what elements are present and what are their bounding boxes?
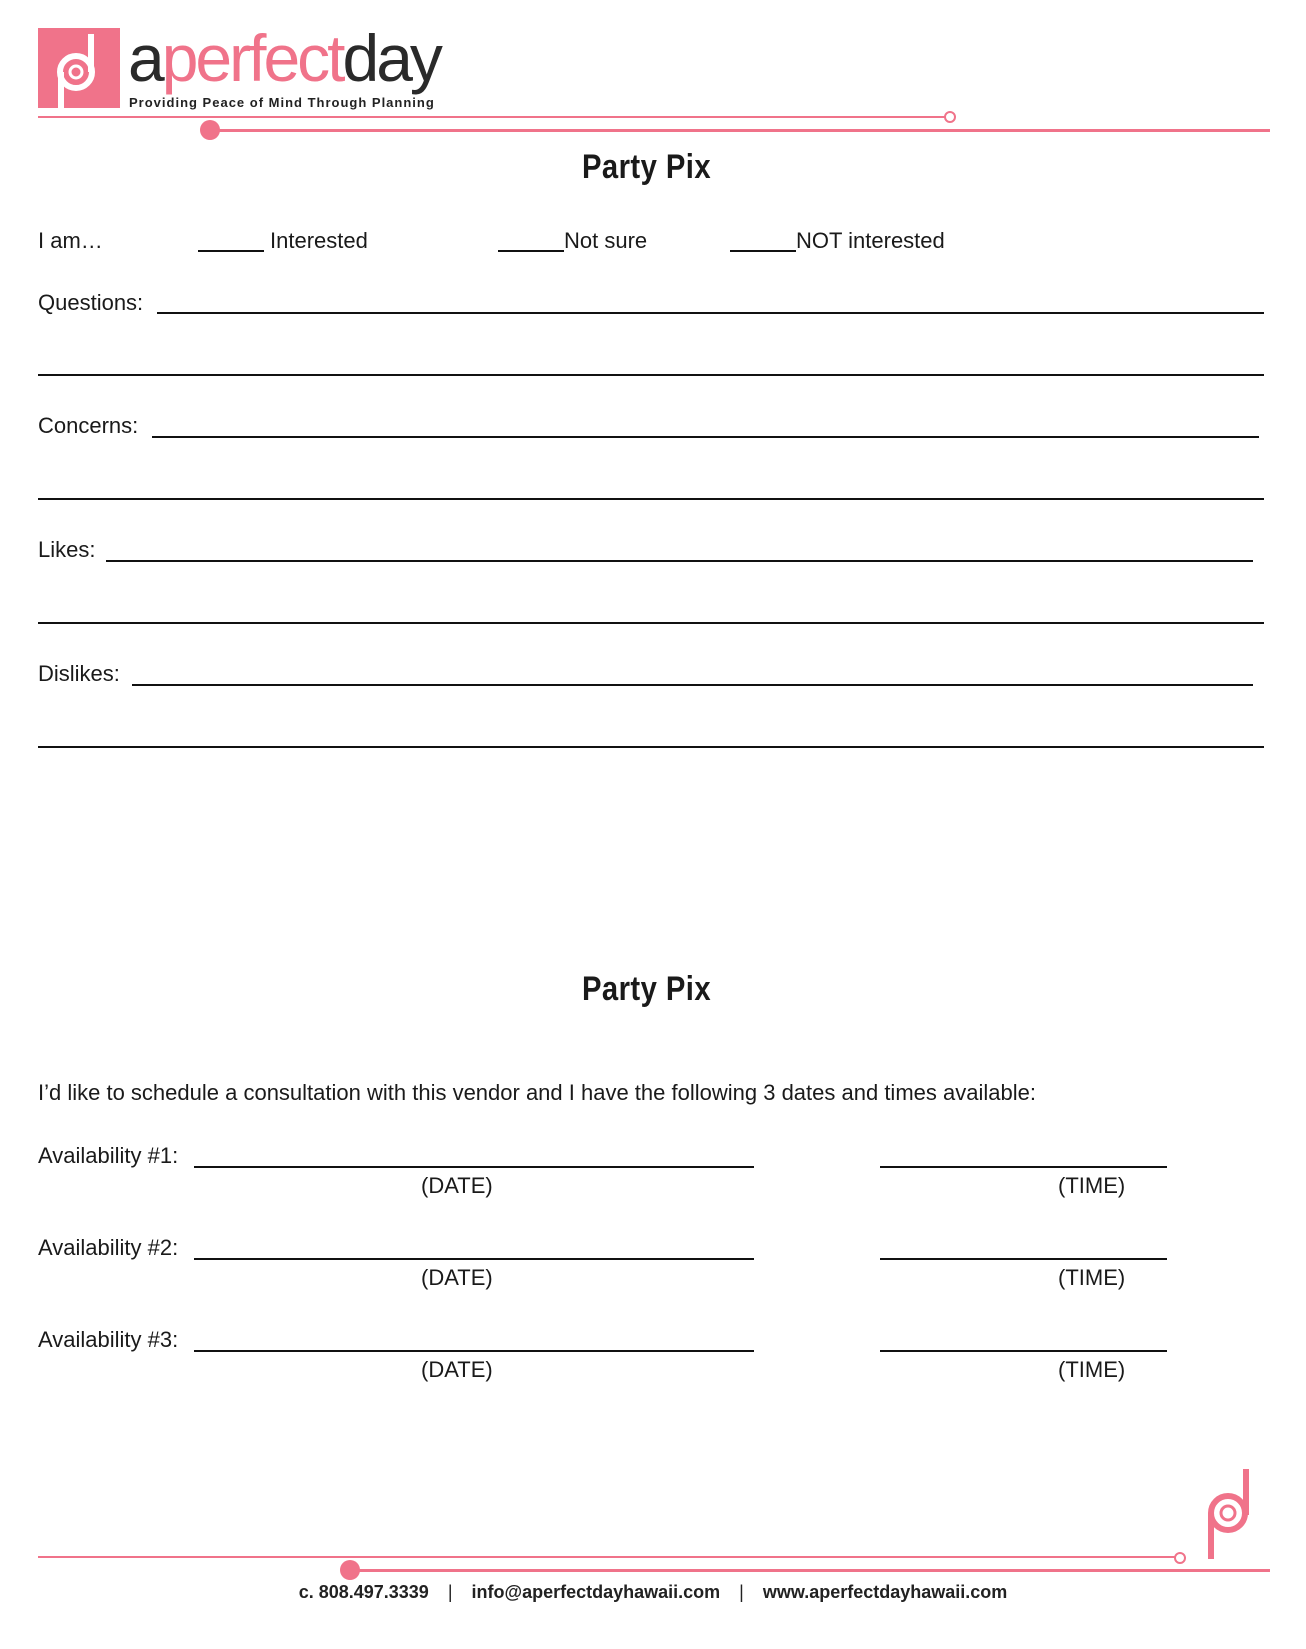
interest-label: I am… [38, 228, 103, 253]
availability-2-date-line[interactable] [194, 1258, 754, 1260]
form2-title: Party Pix [582, 970, 712, 1008]
availability-3-date-caption: (DATE) [421, 1357, 493, 1382]
pd-monogram-icon [38, 28, 120, 108]
availability-1-label: Availability #1: [38, 1143, 179, 1168]
availability-2-time-caption: (TIME) [1058, 1265, 1126, 1290]
option-interested: Interested [270, 228, 368, 253]
footer-phone: c. 808.497.3339 [298, 1582, 429, 1602]
footer-contact [0, 1582, 1306, 1603]
questions-line-1[interactable] [157, 312, 1264, 314]
header-rule-bottom [210, 129, 1270, 132]
dislikes-label: Dislikes: [38, 661, 120, 686]
likes-line-2[interactable] [38, 622, 1264, 624]
questions-line-2[interactable] [38, 374, 1264, 376]
logo-mark [38, 28, 120, 108]
availability-2-label: Availability #2: [38, 1235, 179, 1260]
not-interested-blank[interactable] [730, 250, 796, 252]
header-rule-end-ring [944, 111, 956, 123]
availability-3-time-caption: (TIME) [1058, 1357, 1126, 1382]
interested-blank[interactable] [198, 250, 264, 252]
option-not-interested: NOT interested [796, 228, 945, 253]
availability-2-date-caption: (DATE) [421, 1265, 493, 1290]
pd-monogram-icon [1202, 1467, 1262, 1561]
availability-1-date-line[interactable] [194, 1166, 754, 1168]
footer-rule-top [38, 1556, 1176, 1558]
likes-label: Likes: [38, 537, 96, 562]
concerns-label: Concerns: [38, 413, 139, 438]
concerns-line-1[interactable] [152, 436, 1259, 438]
footer-rule-end-ring [1174, 1552, 1186, 1564]
footer-separator-2: | [739, 1582, 744, 1602]
footer-website-link[interactable]: www.aperfectdayhawaii.com [762, 1582, 1008, 1602]
concerns-line-2[interactable] [38, 498, 1264, 500]
availability-3-time-line[interactable] [880, 1350, 1167, 1352]
availability-3-date-line[interactable] [194, 1350, 754, 1352]
footer-rule-bottom [350, 1569, 1270, 1572]
option-not-sure: Not sure [564, 228, 648, 253]
dislikes-line-1[interactable] [132, 684, 1253, 686]
header-rule-top [38, 116, 946, 118]
wordmark-accent: perfect [161, 21, 343, 95]
brand-tagline: Providing Peace of Mind Through Planning [129, 95, 435, 110]
wordmark-prefix: a [128, 21, 162, 95]
availability-1-time-caption: (TIME) [1058, 1173, 1126, 1198]
form1-title: Party Pix [582, 148, 712, 186]
availability-1-date-caption: (DATE) [421, 1173, 493, 1198]
footer-email-link[interactable]: info@aperfectdayhawaii.com [471, 1582, 721, 1602]
footer-separator-1: | [447, 1582, 453, 1602]
dislikes-line-2[interactable] [38, 746, 1264, 748]
availability-1-time-line[interactable] [880, 1166, 1167, 1168]
availability-3-label: Availability #3: [38, 1327, 179, 1352]
likes-line-1[interactable] [106, 560, 1253, 562]
footer-pd-logo [1202, 1467, 1262, 1561]
questions-label: Questions: [38, 290, 144, 315]
wordmark-suffix: day [342, 21, 440, 95]
consultation-intro: I’d like to schedule a consultation with this vendor and I have the following 3 dates and times available: [38, 1080, 1036, 1105]
brand-wordmark [128, 18, 440, 98]
availability-2-time-line[interactable] [880, 1258, 1167, 1260]
not-sure-blank[interactable] [498, 250, 564, 252]
